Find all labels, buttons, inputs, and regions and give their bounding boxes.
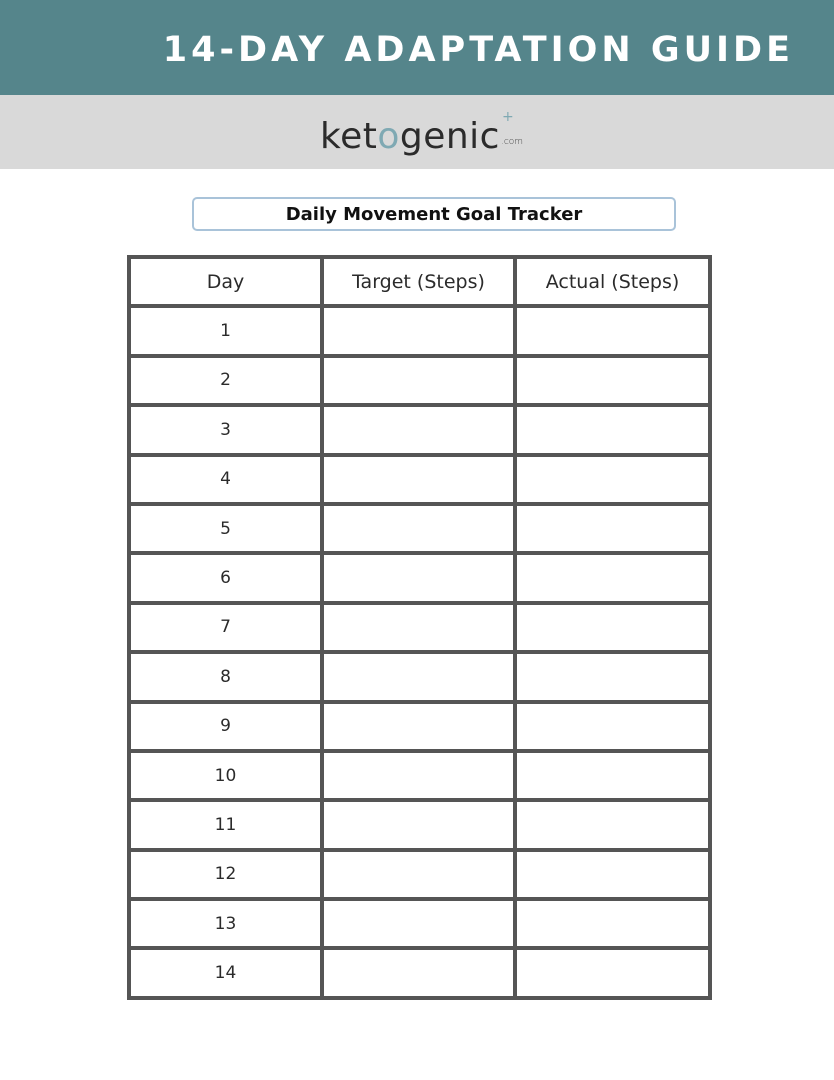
target-steps-cell[interactable] [322, 899, 515, 948]
actual-steps-cell[interactable] [515, 405, 710, 454]
table-row [129, 850, 710, 899]
target-steps-cell[interactable] [322, 306, 515, 355]
actual-steps-cell[interactable] [515, 603, 710, 652]
movement-tracker-table [127, 255, 712, 1000]
target-steps-cell[interactable] [322, 850, 515, 899]
logo-suffix: .com [500, 137, 524, 147]
target-steps-cell[interactable] [322, 405, 515, 454]
table-row [129, 751, 710, 800]
column-header-actual: Actual (Steps) [515, 257, 710, 306]
table-row [129, 800, 710, 849]
day-cell: 9 [129, 702, 322, 751]
actual-steps-cell[interactable] [515, 702, 710, 751]
target-steps-cell[interactable] [322, 553, 515, 602]
tracker-title: Daily Movement Goal Tracker [192, 197, 676, 231]
actual-steps-cell[interactable] [515, 800, 710, 849]
water-drop-icon: o [377, 116, 400, 157]
logo-wordmark: ketogenic [320, 116, 500, 157]
target-steps-cell[interactable] [322, 356, 515, 405]
day-cell: 8 [129, 652, 322, 701]
ketogenic-logo [320, 107, 523, 157]
table-row [129, 899, 710, 948]
column-header-target: Target (Steps) [322, 257, 515, 306]
table-row [129, 455, 710, 504]
day-cell: 5 [129, 504, 322, 553]
day-cell: 11 [129, 800, 322, 849]
target-steps-cell[interactable] [322, 800, 515, 849]
table-row [129, 603, 710, 652]
day-cell: 4 [129, 455, 322, 504]
actual-steps-cell[interactable] [515, 751, 710, 800]
day-cell: 12 [129, 850, 322, 899]
column-header-day: Day [129, 257, 322, 306]
target-steps-cell[interactable] [322, 504, 515, 553]
day-cell: 6 [129, 553, 322, 602]
target-steps-cell[interactable] [322, 652, 515, 701]
actual-steps-cell[interactable] [515, 652, 710, 701]
actual-steps-cell[interactable] [515, 553, 710, 602]
target-steps-cell[interactable] [322, 751, 515, 800]
table-row [129, 504, 710, 553]
table-header-row [129, 257, 710, 306]
target-steps-cell[interactable] [322, 455, 515, 504]
plus-icon: + [502, 109, 514, 125]
table-row [129, 306, 710, 355]
day-cell: 1 [129, 306, 322, 355]
actual-steps-cell[interactable] [515, 948, 710, 997]
day-cell: 7 [129, 603, 322, 652]
target-steps-cell[interactable] [322, 603, 515, 652]
target-steps-cell[interactable] [322, 948, 515, 997]
table-row [129, 652, 710, 701]
actual-steps-cell[interactable] [515, 356, 710, 405]
table-row [129, 405, 710, 454]
actual-steps-cell[interactable] [515, 455, 710, 504]
day-cell: 3 [129, 405, 322, 454]
actual-steps-cell[interactable] [515, 850, 710, 899]
day-cell: 14 [129, 948, 322, 997]
actual-steps-cell[interactable] [515, 306, 710, 355]
table-row [129, 702, 710, 751]
day-cell: 13 [129, 899, 322, 948]
page-title: 14-DAY ADAPTATION GUIDE [162, 30, 794, 70]
table-row [129, 948, 710, 997]
actual-steps-cell[interactable] [515, 504, 710, 553]
actual-steps-cell[interactable] [515, 899, 710, 948]
table-row [129, 553, 710, 602]
target-steps-cell[interactable] [322, 702, 515, 751]
day-cell: 10 [129, 751, 322, 800]
table-row [129, 356, 710, 405]
day-cell: 2 [129, 356, 322, 405]
header-band [0, 0, 834, 95]
